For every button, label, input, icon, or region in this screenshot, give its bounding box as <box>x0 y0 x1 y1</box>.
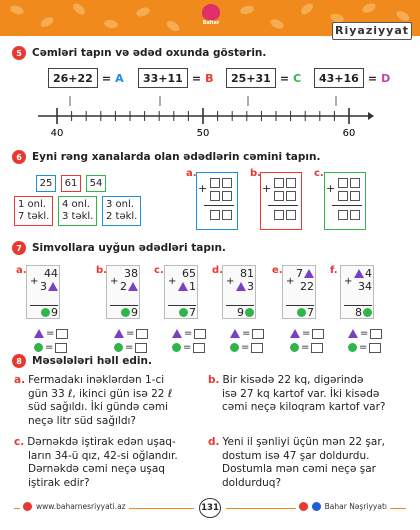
sum-digit: 9 <box>51 306 58 319</box>
ex5-letter: C <box>293 71 302 85</box>
addend-mid: 3 <box>247 280 254 293</box>
problem-line: Dərnəkdə iştirak edən uşaq- <box>27 436 176 448</box>
eq-sign: = <box>360 328 369 339</box>
triangle-icon <box>34 329 44 338</box>
circle-icon <box>179 308 188 317</box>
addend-mid: 22 <box>300 280 314 293</box>
eq-sign: = <box>359 342 368 353</box>
problem-label: d. <box>208 436 220 448</box>
problem-label: c. <box>14 436 25 448</box>
problem-line: süd sağıldı. İki gündə cəmi <box>28 401 169 413</box>
addend-mid: 1 <box>189 280 196 293</box>
circle-icon <box>41 308 50 317</box>
ex7-answer-row <box>290 342 323 353</box>
answer-box[interactable] <box>251 343 263 353</box>
ex7-card-e: e. 7 + 22 7 <box>272 265 314 319</box>
triangle-icon <box>128 282 138 291</box>
problem-label: a. <box>14 374 26 386</box>
ex7-answer-row <box>114 328 148 339</box>
ex5-eq-sign: = <box>101 71 112 85</box>
ex6-number-cell: 54 <box>86 175 106 192</box>
logo-text: Bahar <box>202 20 220 26</box>
addend-top: 4 <box>365 267 372 280</box>
sum-digit: 7 <box>189 306 196 319</box>
sum-digit: 9 <box>131 306 138 319</box>
problem-line: Dərnəkdə cəmi neçə uşaq <box>28 463 165 475</box>
ex5-eq-sign: = <box>279 71 290 85</box>
ex5-letter: A <box>115 71 124 85</box>
eq-sign: = <box>46 328 55 339</box>
ex7-card-a: a. 44 + 3 9 <box>16 265 58 319</box>
problem-line: Fermadakı inəklərdən 1-ci <box>28 374 165 386</box>
circle-icon <box>114 343 123 352</box>
problem-line: cəmi neçə kiloqram kartof var? <box>222 401 386 413</box>
eq-sign: = <box>241 342 250 353</box>
addend-top: 38 <box>124 267 138 280</box>
ex5-expr-box: 26+22 <box>48 68 98 88</box>
ex6-title: Eyni rəng xanalarda olan ədədlərin cəmini tapın. <box>32 151 321 163</box>
problem-line: isə 27 kq kartof var. İki kisədə <box>222 387 380 400</box>
ex5-item-c <box>226 68 301 88</box>
circle-icon <box>363 308 372 317</box>
triangle-icon <box>354 269 364 278</box>
circle-icon <box>230 343 239 352</box>
ex5-eq-sign: = <box>191 71 202 85</box>
ex7-answer-row <box>172 342 205 353</box>
ex7-answer-row <box>230 328 264 339</box>
triangle-icon <box>114 329 124 338</box>
ex5-title: Cəmləri tapın və ədəd oxunda göstərin. <box>32 47 267 59</box>
answer-box[interactable] <box>55 343 67 353</box>
sum-digit: 8 <box>355 306 362 319</box>
answer-box[interactable] <box>370 329 382 339</box>
answer-box[interactable] <box>312 329 324 339</box>
ex6-number-cell: 61 <box>61 175 81 192</box>
ex5-letter: D <box>381 71 391 85</box>
ex8-problem-c <box>14 436 204 490</box>
ex7-card-c: c. 65 + 1 7 <box>154 265 196 319</box>
number-line-ticks <box>57 108 349 124</box>
problem-line: iştirak edir? <box>28 476 90 489</box>
ex5-number: 5 <box>12 46 26 60</box>
facebook-icon[interactable] <box>312 502 321 511</box>
answer-box[interactable] <box>369 343 381 353</box>
circle-icon <box>348 343 357 352</box>
eq-sign: = <box>184 328 193 339</box>
sum-digit: 9 <box>237 306 244 319</box>
sum-digit: 7 <box>307 306 314 319</box>
addend-mid: 34 <box>358 280 372 293</box>
card-label: d. <box>212 265 223 276</box>
triangle-icon <box>178 282 188 291</box>
answer-box[interactable] <box>136 329 148 339</box>
ex8-header <box>12 354 152 368</box>
place-units: 2 təkl. <box>106 211 138 222</box>
ex5-expr-box: 25+31 <box>226 68 276 88</box>
ex7-card-d: d. 81 + 3 9 <box>212 265 254 319</box>
triangle-icon <box>348 329 358 338</box>
ex7-answer-row <box>34 328 68 339</box>
ex8-problem-b <box>208 374 413 415</box>
instagram-icon[interactable] <box>299 502 308 511</box>
ex8-number: 8 <box>12 354 26 368</box>
triangle-icon <box>236 282 246 291</box>
figure-label: b. <box>250 168 261 179</box>
addend-top: 44 <box>44 267 58 280</box>
problem-line: Dostumla mən cəmi neçə şar <box>222 463 376 475</box>
answer-box[interactable] <box>252 329 264 339</box>
addend-top: 81 <box>240 267 254 280</box>
addend-mid: 3 <box>40 280 47 293</box>
problem-line: dostum isə 47 şar doldurdu. <box>222 449 370 462</box>
logo-drop-icon <box>202 4 220 20</box>
triangle-icon <box>48 282 58 291</box>
place-units: 3 təkl. <box>62 211 94 222</box>
ex8-title: Məsələləri həll edin. <box>32 355 152 367</box>
problem-line: Yeni il şənliyi üçün mən 22 şar, <box>222 436 385 448</box>
place-tens: 4 onl. <box>62 199 90 210</box>
triangle-icon <box>290 329 300 338</box>
answer-box[interactable] <box>56 329 68 339</box>
ex7-header <box>12 241 226 255</box>
ex6-header <box>12 150 320 164</box>
website-link[interactable] <box>20 502 129 511</box>
ex5-header <box>12 46 266 60</box>
ex7-answer-row <box>290 328 324 339</box>
ex5-expr-box: 33+11 <box>138 68 188 88</box>
circle-icon <box>121 308 130 317</box>
place-units: 7 təkl. <box>18 211 50 222</box>
website-text: www.baharnesriyyati.az <box>36 502 126 511</box>
globe-icon <box>23 502 32 511</box>
answer-box[interactable] <box>311 343 323 353</box>
ex5-expr-box: 43+16 <box>314 68 364 88</box>
answer-box[interactable] <box>193 343 205 353</box>
answer-box[interactable] <box>194 329 206 339</box>
triangle-icon <box>230 329 240 338</box>
figure-label: a. <box>186 168 197 179</box>
problem-line: doldurduq? <box>222 476 282 489</box>
eq-sign: = <box>242 328 251 339</box>
ex5-eq-sign: = <box>367 71 378 85</box>
ex7-answer-row <box>172 328 206 339</box>
ex5-item-d <box>314 68 390 88</box>
page-number: 131 <box>199 498 221 518</box>
ex7-answer-row <box>230 342 263 353</box>
addend-top: 7 <box>296 267 303 280</box>
tick-label-40: 40 <box>50 128 64 139</box>
circle-icon <box>172 343 181 352</box>
ex8-problem-d <box>208 436 413 490</box>
ex7-answer-row <box>348 328 382 339</box>
problem-line: Bir kisədə 22 kq, digərində <box>222 374 364 386</box>
place-tens: 1 onl. <box>18 199 46 210</box>
ex6-place-box <box>58 196 97 226</box>
eq-sign: = <box>301 342 310 353</box>
answer-box[interactable] <box>135 343 147 353</box>
problem-label: b. <box>208 374 220 386</box>
triangle-icon <box>172 329 182 338</box>
ex5-letter: B <box>205 71 214 85</box>
ex6-place-box <box>102 196 141 226</box>
ex5-item-b <box>138 68 213 88</box>
tick-label-60: 60 <box>342 128 356 139</box>
eq-sign: = <box>183 342 192 353</box>
addend-mid: 2 <box>120 280 127 293</box>
page-footer <box>0 498 420 518</box>
eq-sign: = <box>45 342 54 353</box>
circle-icon <box>297 308 306 317</box>
card-label: b. <box>96 265 107 276</box>
card-label: e. <box>272 265 283 276</box>
ex7-answer-row <box>34 342 67 353</box>
ex7-answer-row <box>114 342 147 353</box>
card-label: c. <box>154 265 164 276</box>
ex7-number: 7 <box>12 241 26 255</box>
problem-line: gün 33 ℓ, ikinci gün isə 22 ℓ <box>28 387 173 400</box>
publisher-logo <box>196 4 226 36</box>
ex7-card-f: f. 4 + 34 8 <box>330 265 372 319</box>
figure-label: c. <box>314 168 324 179</box>
eq-sign: = <box>126 328 135 339</box>
ex7-answer-row <box>348 342 381 353</box>
subject-label: Riyaziyyat <box>332 22 412 40</box>
publisher-social <box>296 502 390 511</box>
circle-icon <box>290 343 299 352</box>
eq-sign: = <box>125 342 134 353</box>
triangle-icon <box>304 269 314 278</box>
ex6-number: 6 <box>12 150 26 164</box>
card-label: a. <box>16 265 27 276</box>
eq-sign: = <box>302 328 311 339</box>
number-line <box>0 96 420 146</box>
problem-line: ların 34-ü qız, 42-si oğlandır. <box>28 449 178 462</box>
ex7-card-b: b. 38 + 2 9 <box>96 265 138 319</box>
ex7-title: Simvollara uyğun ədədləri tapın. <box>32 242 226 254</box>
card-label: f. <box>330 265 338 276</box>
number-line-arrow-icon <box>368 112 374 120</box>
ex6-number-cell: 25 <box>36 175 56 192</box>
addend-top: 65 <box>182 267 196 280</box>
circle-icon <box>245 308 254 317</box>
place-tens: 3 onl. <box>106 199 134 210</box>
ex6-place-box <box>14 196 53 226</box>
problem-line: neçə litr süd sağıldı? <box>28 414 136 427</box>
publisher-name: Bahar Nəşriyyatı <box>324 502 387 511</box>
circle-icon <box>34 343 43 352</box>
tick-label-50: 50 <box>196 128 210 139</box>
ex5-item-a <box>48 68 124 88</box>
number-line-connectors <box>70 96 336 106</box>
ex8-problem-a <box>14 374 204 428</box>
